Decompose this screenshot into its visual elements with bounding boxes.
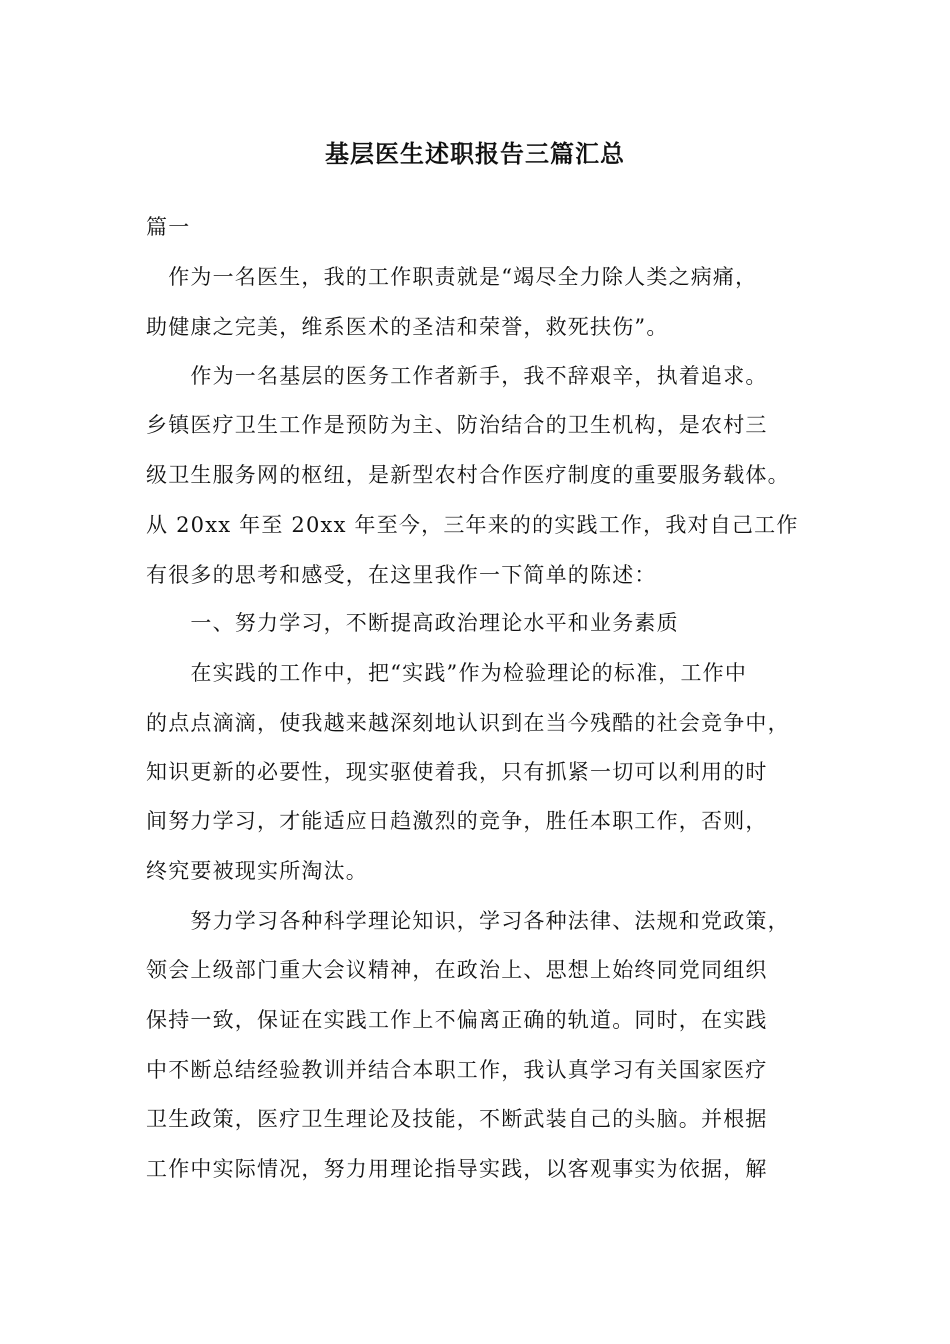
text-line: 间努力学习，才能适应日趋激烈的竞争，胜任本职工作，否则， [146,809,768,833]
section-heading: 一、努力学习，不断提高政治理论水平和业务素质 [146,611,679,635]
text-line: 乡镇医疗卫生工作是预防为主、防治结合的卫生机构，是农村三 [146,413,768,437]
document-title: 基层医生述职报告三篇汇总 [325,140,625,168]
text-line: 在实践的工作中，把“实践”作为检验理论的标准，工作中 [146,661,748,685]
text-line: 卫生政策，医疗卫生理论及技能，不断武装自己的头脑。并根据 [146,1107,768,1131]
text-line: 领会上级部门重大会议精神，在政治上、思想上始终同党同组织 [146,958,768,982]
text-line: 作为一名基层的医务工作者新手，我不辞艰辛，执着追求。 [146,364,768,388]
text-line: 篇一 [146,215,191,239]
text-line: 终究要被现实所淘汰。 [146,859,368,883]
text-line: 从 20xx 年至 20xx 年至今，三年来的的实践工作，我对自己工作 [146,513,799,537]
text-line: 助健康之完美，维系医术的圣洁和荣誉，救死扶伤”。 [146,315,669,339]
text-line: 级卫生服务网的枢纽，是新型农村合作医疗制度的重要服务载体。 [146,463,790,487]
text-line: 中不断总结经验教训并结合本职工作，我认真学习有关国家医疗 [146,1058,768,1082]
text-line: 保持一致，保证在实践工作上不偏离正确的轨道。同时，在实践 [146,1008,768,1032]
text-line: 工作中实际情况，努力用理论指导实践，以客观事实为依据，解 [146,1157,768,1181]
text-line: 知识更新的必要性，现实驱使着我，只有抓紧一切可以利用的时 [146,760,768,784]
text-line: 有很多的思考和感受，在这里我作一下简单的陈述： [146,563,657,587]
text-line: 作为一名医生，我的工作职责就是“竭尽全力除人类之病痛， [146,265,758,289]
text-line: 努力学习各种科学理论知识，学习各种法律、法规和党政策， [146,909,790,933]
text-line: 的点点滴滴，使我越来越深刻地认识到在当今残酷的社会竞争中， [146,711,790,735]
